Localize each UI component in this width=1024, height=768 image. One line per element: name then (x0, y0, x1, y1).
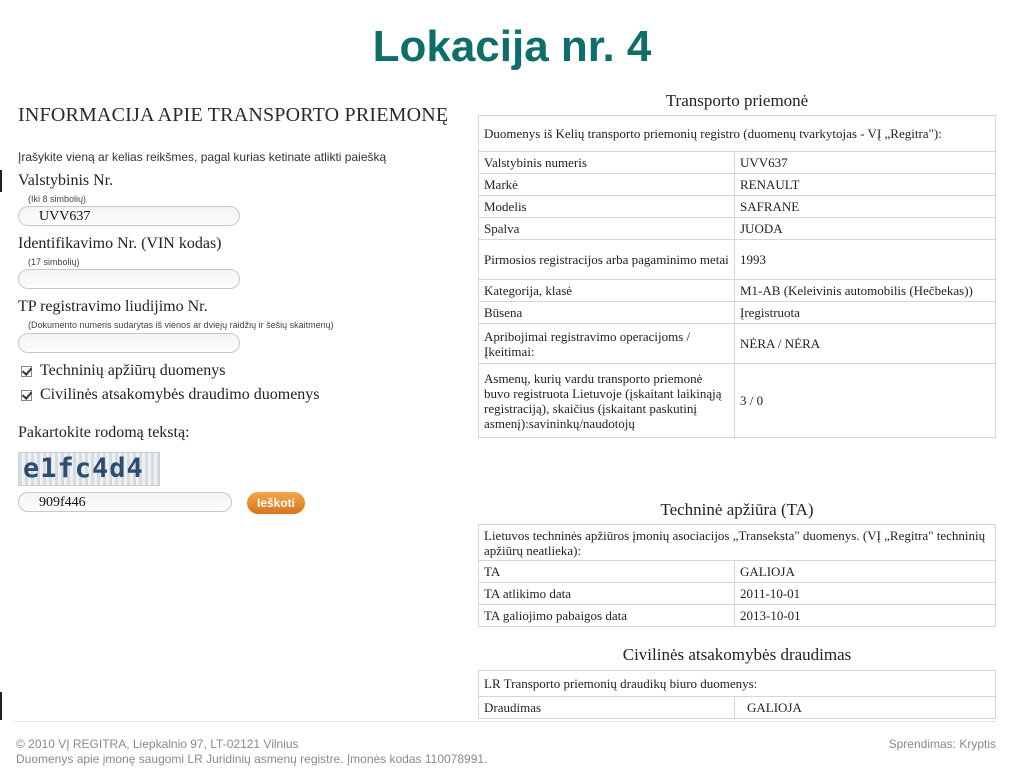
table-row (479, 218, 996, 240)
vin-input[interactable] (18, 269, 240, 289)
vehicle-source-cell: Duomenys iš Kelių transporto priemonių registro (duomenų tvarkytojas - VĮ „Regitra"): (479, 116, 996, 152)
table-value-cell: M1-AB (Keleivinis automobilis (Hečbekas)) (735, 280, 996, 302)
table-row (479, 605, 996, 627)
insurance-checkbox[interactable] (21, 390, 32, 401)
table-row (479, 196, 996, 218)
table-value-cell: 2011-10-01 (735, 583, 996, 605)
slide-edge-marker (0, 170, 2, 192)
insurance-section-title: Civilinės atsakomybės draudimas (622, 645, 852, 664)
vin-label: Identifikavimo Nr. (VIN kodas) (18, 235, 222, 252)
table-row (479, 280, 996, 302)
plate-input[interactable]: UVV637 (18, 206, 240, 226)
vehicle-section-title: Transporto priemonė (665, 91, 809, 110)
form-heading: INFORMACIJA APIE TRANSPORTO PRIEMONĘ (18, 104, 449, 126)
table-value-cell: NĖRA / NĖRA (735, 324, 996, 364)
table-key-cell: Spalva (479, 218, 735, 240)
footer-address: © 2010 VĮ REGITRA, Liepkalnio 97, LT-02121 Vilnius (16, 737, 299, 751)
certificate-hint: (Dokumento numeris sudarytas iš vienos ar dviejų raidžių ir šešių skaitmenų) (28, 320, 334, 330)
form-instruction: Įrašykite vieną ar kelias reikšmes, pagal kurias ketinate atlikti paiešką (18, 150, 387, 164)
table-key-cell: Kategorija, klasė (479, 280, 735, 302)
table-row (479, 583, 996, 605)
table-value-cell: SAFRANE (735, 196, 996, 218)
footer-credit-link[interactable]: Sprendimas: Kryptis (888, 737, 996, 751)
table-row (479, 561, 996, 583)
slide-title: Lokacija nr. 4 (372, 22, 652, 71)
inspection-checkbox[interactable] (21, 366, 32, 377)
plate-label: Valstybinis Nr. (18, 172, 114, 189)
captcha-label: Pakartokite rodomą tekstą: (18, 424, 190, 441)
table-key-cell: TA galiojimo pabaigos data (479, 605, 735, 627)
table-key-cell: Būsena (479, 302, 735, 324)
table-value-cell: RENAULT (735, 174, 996, 196)
table-row (479, 116, 996, 152)
table-row (479, 240, 996, 280)
table-value-cell: Įregistruota (735, 302, 996, 324)
slide-edge-marker (0, 692, 2, 720)
table-row (479, 174, 996, 196)
table-row (479, 525, 996, 561)
search-button[interactable]: Ieškoti (247, 492, 305, 514)
certificate-input[interactable] (18, 333, 240, 353)
inspection-section-title: Techninė apžiūra (TA) (660, 500, 814, 519)
table-key-cell: TA (479, 561, 735, 583)
table-value-cell: GALIOJA (735, 561, 996, 583)
inspection-source-cell: Lietuvos techninės apžiūros įmonių asociacijos „Transeksta" duomenys. (VĮ „Regitra" techninių apžiūrų neatlieka): (479, 525, 996, 561)
insurance-table (478, 670, 996, 719)
table-value-cell: 2013-10-01 (735, 605, 996, 627)
table-row (479, 302, 996, 324)
table-key-cell: Apribojimai registravimo operacijoms / Įkeitimai: (479, 324, 735, 364)
table-row (479, 152, 996, 174)
table-value-cell: JUODA (735, 218, 996, 240)
table-key-cell: TA atlikimo data (479, 583, 735, 605)
vin-hint: (17 simbolių) (28, 257, 80, 267)
table-value-cell: 3 / 0 (735, 364, 996, 438)
inspection-checkbox-label: Techninių apžiūrų duomenys (40, 362, 226, 379)
table-value-cell: GALIOJA (735, 697, 996, 719)
table-value-cell: UVV637 (735, 152, 996, 174)
footer-divider (14, 721, 996, 722)
insurance-checkbox-row[interactable] (21, 386, 320, 404)
table-row (479, 671, 996, 697)
footer-registry: Duomenys apie įmonę saugomi LR Juridinių asmenų registre. Įmonės kodas 110078991. (16, 752, 488, 766)
certificate-label: TP registravimo liudijimo Nr. (18, 298, 208, 315)
table-row (479, 324, 996, 364)
table-row (479, 364, 996, 438)
table-key-cell: Draudimas (479, 697, 735, 719)
table-key-cell: Markė (479, 174, 735, 196)
captcha-image: e1fc4d4 (18, 452, 160, 486)
insurance-checkbox-label: Civilinės atsakomybės draudimo duomenys (40, 386, 320, 403)
captcha-input[interactable]: 909f446 (18, 492, 232, 512)
inspection-checkbox-row[interactable] (21, 362, 226, 380)
table-key-cell: Pirmosios registracijos arba pagaminimo metai (479, 240, 735, 280)
insurance-source-cell: LR Transporto priemonių draudikų biuro duomenys: (479, 671, 996, 697)
table-key-cell: Asmenų, kurių vardu transporto priemonė buvo registruota Lietuvoje (įskaitant laikinąją registraciją), skaičius (įskaitant paskutinį asmenį):savininkų/naudotojų (479, 364, 735, 438)
table-key-cell: Modelis (479, 196, 735, 218)
table-value-cell: 1993 (735, 240, 996, 280)
plate-hint: (Iki 8 simbolių) (28, 194, 87, 204)
inspection-table (478, 524, 996, 627)
table-row (479, 697, 996, 719)
vehicle-table (478, 115, 996, 438)
table-key-cell: Valstybinis numeris (479, 152, 735, 174)
